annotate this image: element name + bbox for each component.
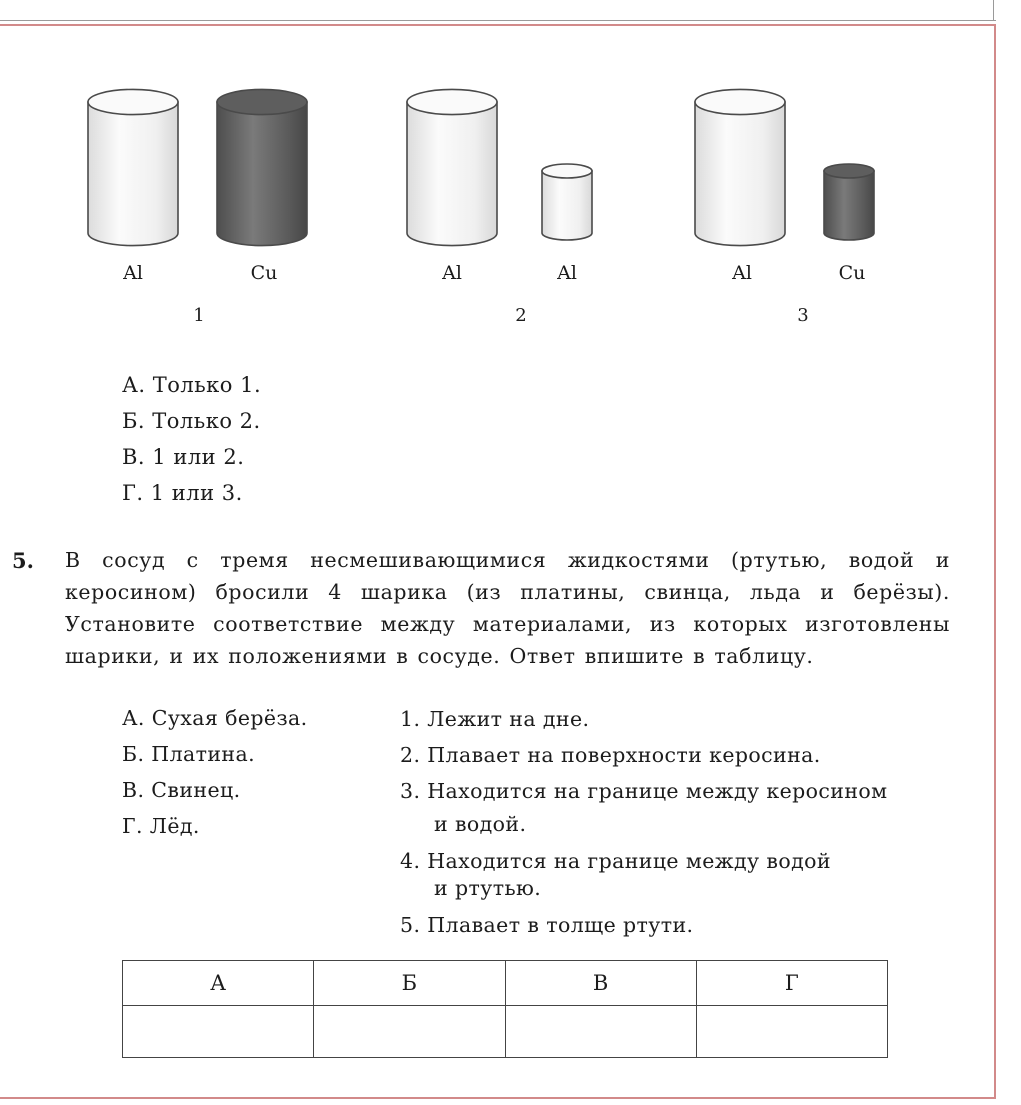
answer-table	[122, 960, 888, 1058]
option-b: Б. Только 2.	[122, 409, 261, 433]
figure-group-number: 1	[193, 305, 205, 326]
position-2	[400, 739, 821, 772]
position-3-line2: и водой.	[434, 812, 527, 836]
material-b: Б. Платина.	[122, 742, 256, 766]
cylinders-figure	[0, 0, 1021, 340]
position-5-text: 5. Плавает в толще ртути.	[400, 913, 694, 937]
cylinder-2-al2	[542, 164, 592, 240]
option-v: В. 1 или 2.	[122, 445, 245, 469]
position-5	[400, 909, 693, 942]
cylinder-1-al1	[88, 89, 178, 245]
cylinder-1-cu2	[217, 89, 307, 245]
cylinder-label: Al	[123, 262, 143, 284]
answer-cell-g[interactable]	[696, 1006, 887, 1058]
option-a: А. Только 1.	[122, 373, 262, 397]
cylinder-label: Cu	[250, 262, 278, 284]
answer-cell-v[interactable]	[505, 1006, 696, 1058]
answer-table-header-row	[123, 961, 888, 1006]
answer-header-v: В	[505, 961, 696, 1006]
position-1	[400, 703, 589, 736]
material-a: А. Сухая берёза.	[122, 706, 308, 730]
question-text: В сосуд с тремя несмешивающимися жидкостями (ртутью, водой и керосином) бросили 4 шарика (из платины, свинца, льда и берёзы). Установите соответствие между материалами, из которых изготовлены шарики, и их положениями в сосуде. Ответ впишите в таблицу.	[65, 548, 950, 668]
position-3	[400, 775, 888, 841]
cylinder-3-al1	[695, 89, 785, 245]
option-g: Г. 1 или 3.	[122, 481, 243, 505]
position-3-line1: 3. Находится на границе между керосином	[400, 779, 888, 803]
cylinder-3-cu2	[824, 164, 874, 240]
answer-cell-b[interactable]	[314, 1006, 505, 1058]
cylinder-2-al1	[407, 89, 497, 245]
cylinder-label: Cu	[838, 262, 866, 284]
answer-table-input-row	[123, 1006, 888, 1058]
position-2-text: 2. Плавает на поверхности керосина.	[400, 743, 821, 767]
answer-header-g: Г	[696, 961, 887, 1006]
position-1-text: 1. Лежит на дне.	[400, 707, 590, 731]
answer-cell-a[interactable]	[123, 1006, 314, 1058]
material-v: В. Свинец.	[122, 778, 241, 802]
question-number: 5.	[12, 548, 34, 573]
cylinder-label: Al	[442, 262, 462, 284]
cylinder-label: Al	[557, 262, 577, 284]
figure-group-number: 2	[515, 305, 527, 326]
answer-header-b: Б	[314, 961, 505, 1006]
cylinder-label: Al	[732, 262, 752, 284]
position-4-line1: 4. Находится на границе между водой	[400, 849, 831, 873]
material-g: Г. Лёд.	[122, 814, 200, 838]
position-4	[400, 845, 831, 905]
figure-group-number: 3	[797, 305, 809, 326]
answer-header-a: А	[123, 961, 314, 1006]
position-4-line2: и ртутью.	[434, 876, 542, 900]
